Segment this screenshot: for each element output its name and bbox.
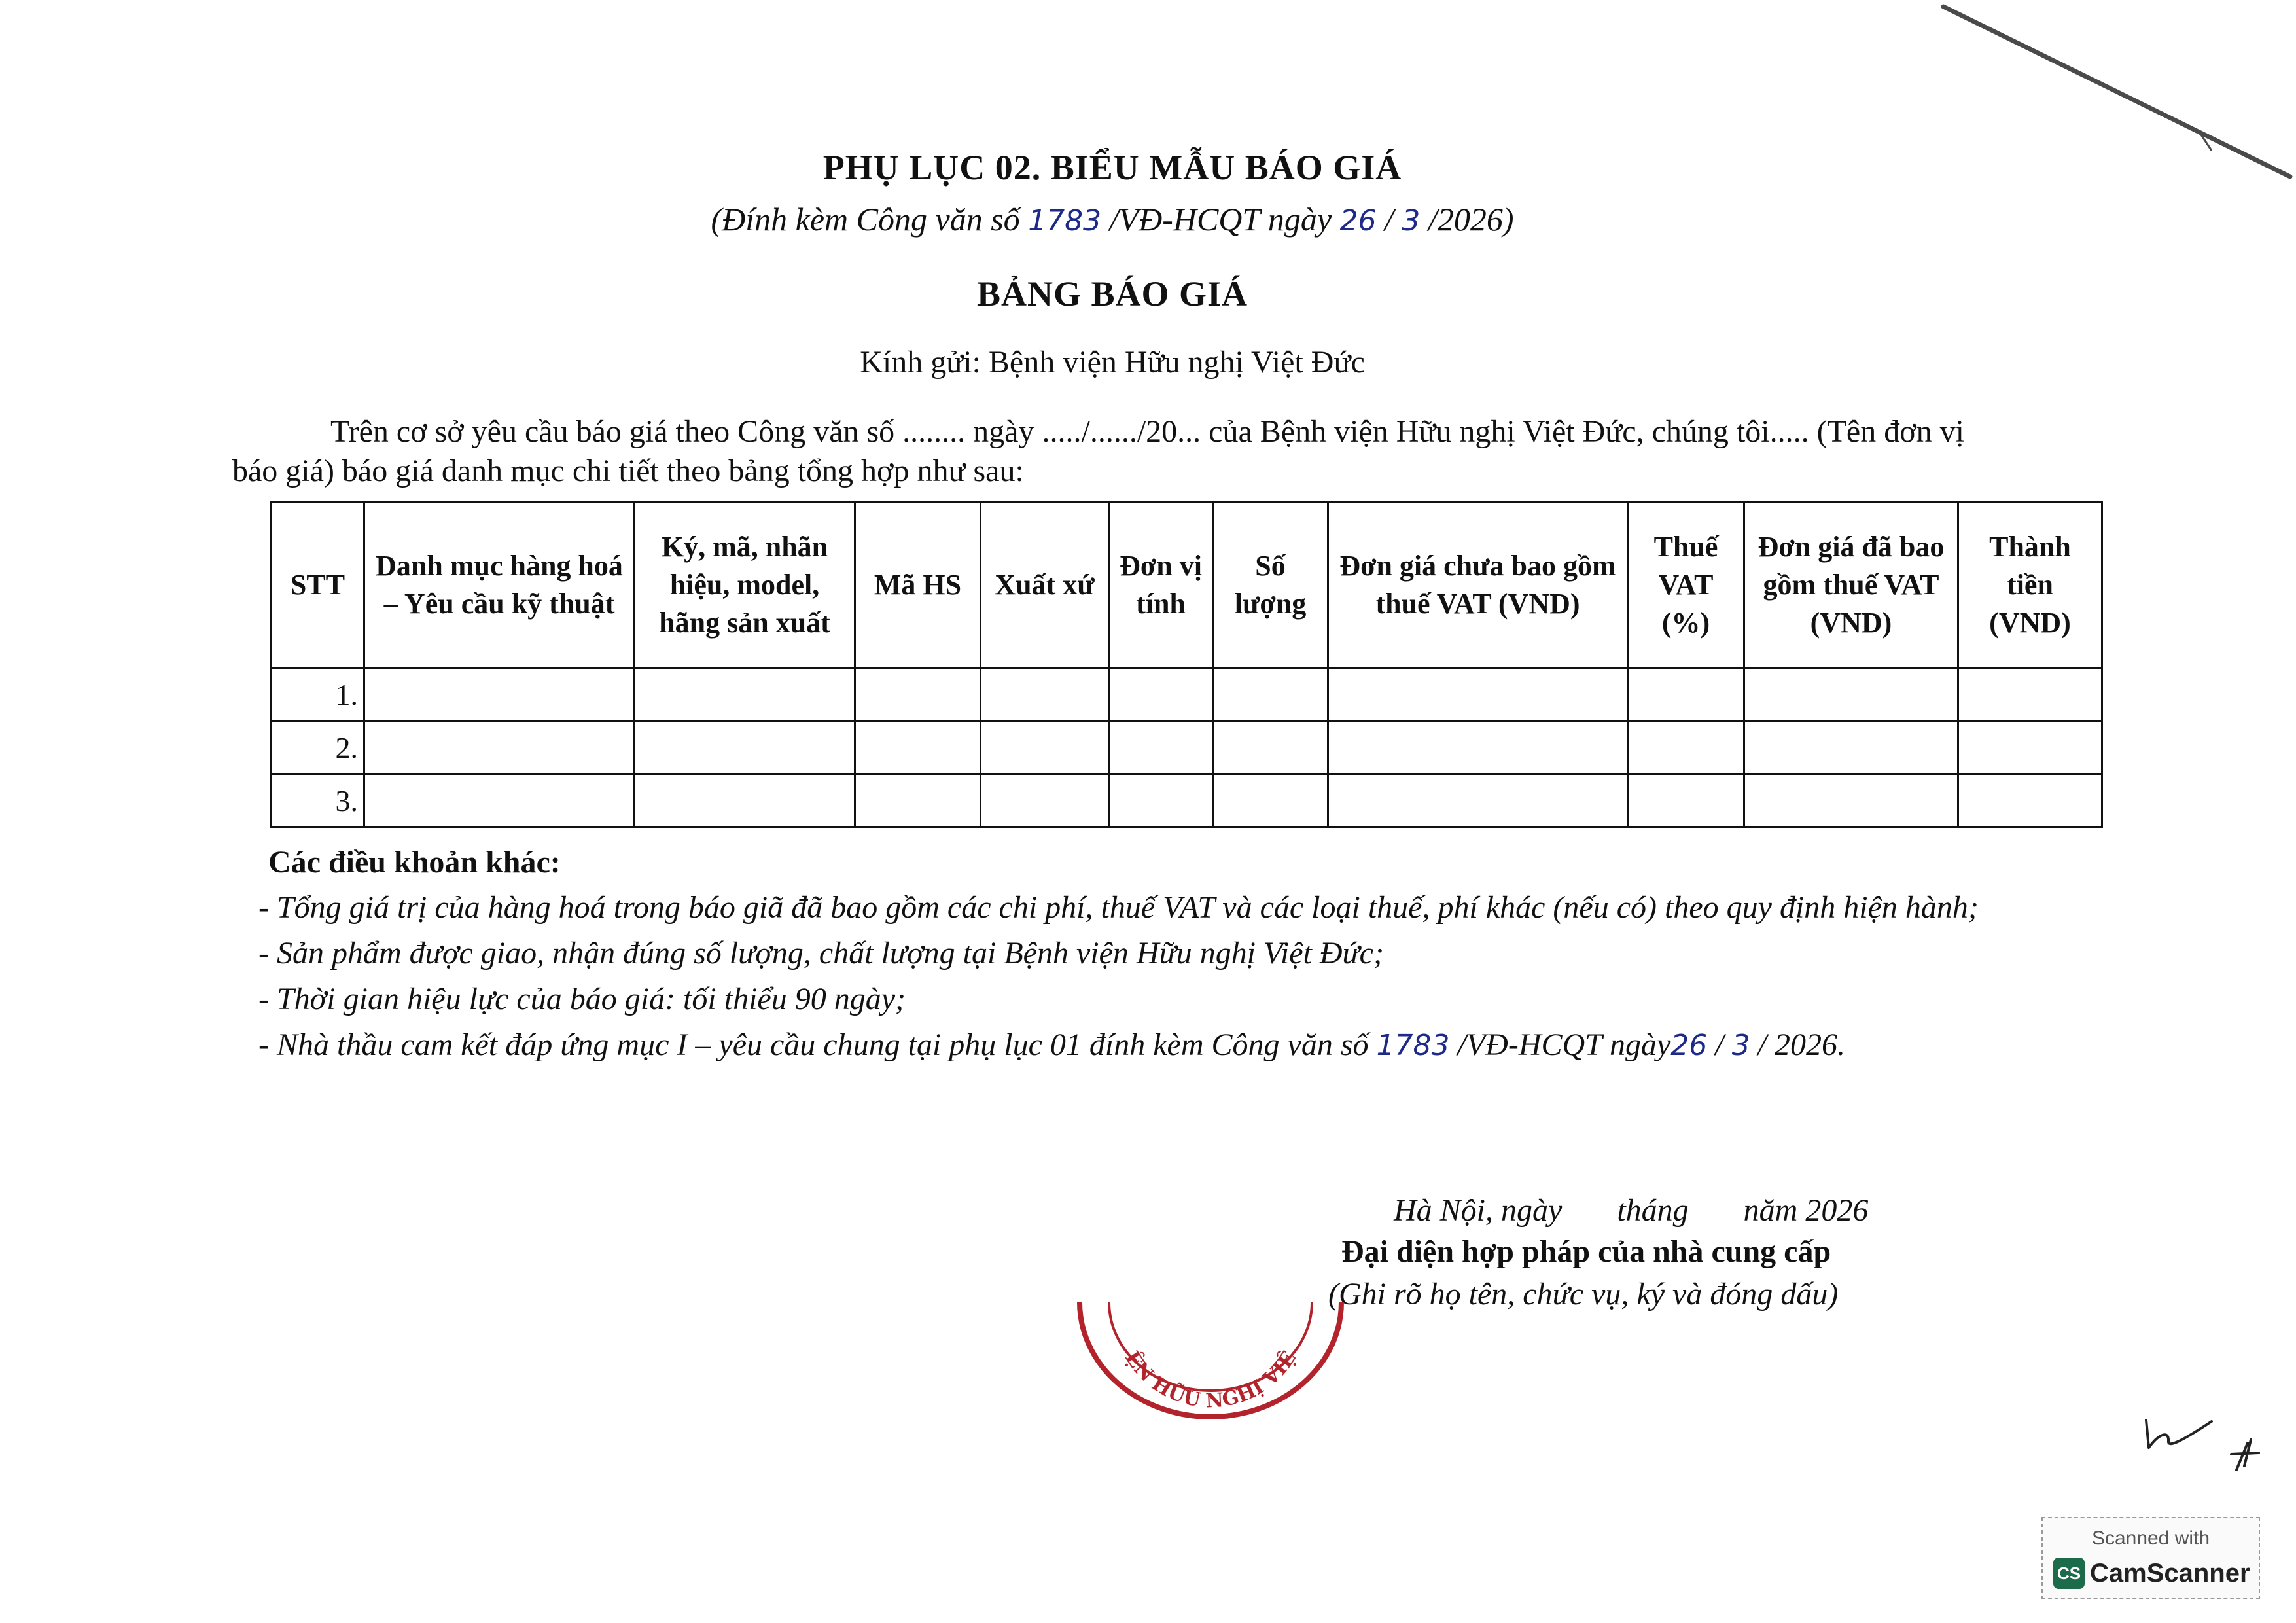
table-cell[interactable]: [981, 721, 1109, 774]
table-row: [272, 721, 2102, 774]
table-cell[interactable]: [1213, 668, 1328, 721]
attachment-sep: /: [1376, 201, 1402, 238]
handwritten-doc-number: 1783: [1376, 1029, 1450, 1062]
col-header-quantity: Số lượng: [1213, 503, 1328, 668]
table-cell[interactable]: [635, 774, 855, 827]
other-terms-list: [232, 889, 2012, 1073]
term-item: - Sản phẩm được giao, nhận đúng số lượng, chất lượng tại Bệnh viện Hữu nghị Việt Đức;: [258, 936, 1384, 971]
document-title: BẢNG BÁO GIÁ: [976, 274, 1248, 313]
term-commitment-mid: /VĐ-HCQT ngày: [1449, 1027, 1671, 1062]
pen-stroke: [1937, 0, 2296, 183]
handwritten-month: 3: [1731, 1029, 1750, 1062]
term-commitment-sep: /: [1750, 1027, 1775, 1062]
table-cell[interactable]: [1628, 668, 1744, 721]
term-item: - Tổng giá trị của hàng hoá trong báo giã đã bao gồm các chi phí, thuế VAT và các loại thuế, phí khác (nếu có) theo quy định hiện hành;: [258, 890, 1979, 925]
table-cell[interactable]: [1744, 721, 1958, 774]
table-row: [272, 774, 2102, 827]
seal-text: ỆN HỮU NGHỊ VIỆ: [1120, 1347, 1301, 1413]
table-cell[interactable]: [855, 721, 981, 774]
table-cell[interactable]: [1213, 721, 1328, 774]
badge-top-text: Scanned with: [2091, 1527, 2210, 1549]
table-header-row: [272, 503, 2102, 668]
handwritten-day: 26: [1339, 204, 1377, 238]
table-cell[interactable]: [1109, 774, 1213, 827]
col-header-hs-code: Mã HS: [855, 503, 981, 668]
table-cell[interactable]: [1213, 774, 1328, 827]
other-terms-heading: Các điều khoản khác:: [268, 845, 561, 880]
signature-mark: [2140, 1407, 2270, 1472]
representative-note: (Ghi rõ họ tên, chức vụ, ký và đóng dấu): [1328, 1277, 1839, 1311]
badge-brand-name: CamScanner: [2090, 1559, 2250, 1588]
table-cell[interactable]: [1958, 774, 2102, 827]
table-cell[interactable]: [1628, 774, 1744, 827]
table-cell[interactable]: [1328, 668, 1628, 721]
table-cell[interactable]: [855, 774, 981, 827]
seal-stamp: [1073, 1302, 1348, 1420]
term-item: - Thời gian hiệu lực của báo giá: tối thiểu 90 ngày;: [258, 982, 906, 1016]
handwritten-doc-number: 1783: [1028, 204, 1102, 238]
term-item-commitment: [232, 1026, 2012, 1065]
col-header-vat: Thuế VAT (%): [1628, 503, 1744, 668]
row-stt: 2.: [272, 721, 364, 774]
col-header-brand: Ký, mã, nhãn hiệu, model, hãng sản xuất: [635, 503, 855, 668]
table-cell[interactable]: [1628, 721, 1744, 774]
table-cell[interactable]: [635, 668, 855, 721]
quotation-table: [270, 501, 2103, 828]
table-cell[interactable]: [364, 721, 635, 774]
col-header-total: Thành tiền (VND): [1958, 503, 2102, 668]
table-cell[interactable]: [1328, 721, 1628, 774]
table-cell[interactable]: [1744, 774, 1958, 827]
term-commitment-sep: /: [1707, 1027, 1732, 1062]
table-cell[interactable]: [1109, 668, 1213, 721]
attachment-prefix: (Đính kèm Công văn số: [711, 201, 1029, 238]
col-header-origin: Xuất xứ: [981, 503, 1109, 668]
col-header-price-excl-vat: Đơn giá chưa bao gồm thuế VAT (VND): [1328, 503, 1628, 668]
term-commitment-year: 2026.: [1774, 1027, 1845, 1062]
col-header-unit: Đơn vị tính: [1109, 503, 1213, 668]
table-cell[interactable]: [1958, 668, 2102, 721]
handwritten-day: 26: [1670, 1029, 1708, 1062]
intro-paragraph: Trên cơ sở yêu cầu báo giá theo Công văn số ........ ngày ...../....../20... của Bệnh viện Hữu nghị Việt Đức, chúng tôi..... (Tên đơn vị báo giá) báo giá danh mục chi tiết theo bảng tổng hợp như sau:: [232, 414, 1964, 488]
table-cell[interactable]: [981, 668, 1109, 721]
date-line: Hà Nội, ngày tháng năm 2026: [1394, 1193, 1869, 1228]
table-cell[interactable]: [635, 721, 855, 774]
attachment-suffix: /2026): [1420, 201, 1514, 238]
greeting: Kính gửi: Bệnh viện Hữu nghị Việt Đức: [860, 345, 1365, 380]
table-cell[interactable]: [364, 774, 635, 827]
table-cell[interactable]: [1328, 774, 1628, 827]
camscanner-badge: [2041, 1517, 2260, 1599]
table-cell[interactable]: [1958, 721, 2102, 774]
table-cell[interactable]: [364, 668, 635, 721]
handwritten-month: 3: [1402, 204, 1421, 238]
table-cell[interactable]: [1109, 721, 1213, 774]
table-cell[interactable]: [855, 668, 981, 721]
appendix-title: PHỤ LỤC 02. BIỂU MẪU BÁO GIÁ: [822, 148, 1402, 187]
table-row: [272, 668, 2102, 721]
col-header-stt: STT: [272, 503, 364, 668]
table-cell[interactable]: [1744, 668, 1958, 721]
table-cell[interactable]: [981, 774, 1109, 827]
row-stt: 1.: [272, 668, 364, 721]
attachment-mid: /VĐ-HCQT ngày: [1101, 201, 1340, 238]
row-stt: 3.: [272, 774, 364, 827]
camscanner-logo-icon: CS: [2053, 1558, 2085, 1589]
representative-title: Đại diện hợp pháp của nhà cung cấp: [1341, 1234, 1831, 1269]
col-header-item: Danh mục hàng hoá – Yêu cầu kỹ thuật: [364, 503, 635, 668]
term-commitment-prefix: - Nhà thầu cam kết đáp ứng mục I – yêu cầu chung tại phụ lục 01 đính kèm Công văn số: [258, 1027, 1377, 1062]
attachment-line: [0, 200, 2225, 238]
col-header-price-incl-vat: Đơn giá đã bao gồm thuế VAT (VND): [1744, 503, 1958, 668]
